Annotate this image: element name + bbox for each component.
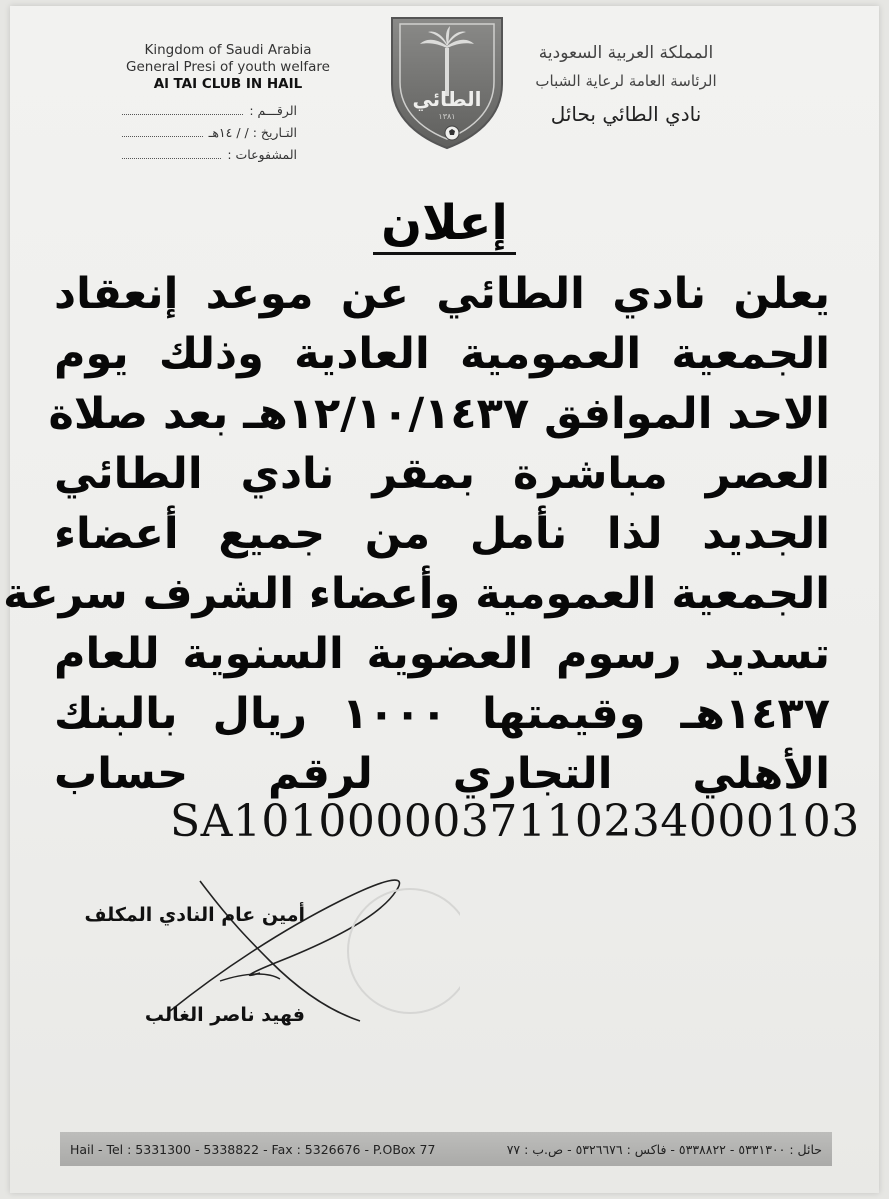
attachments-dots xyxy=(122,144,221,159)
letterhead-club-ar: نادي الطائي بحائل xyxy=(550,102,702,126)
letterhead-club-en: Al TAI CLUB IN HAIL xyxy=(153,76,303,92)
reference-fields xyxy=(122,100,297,166)
announcement-body xyxy=(3,264,830,804)
signatory-name: فهيد ناصر الغالب xyxy=(144,1004,305,1026)
reference-date-dots xyxy=(122,122,203,137)
announcement-line: الجمعية العمومية العادية وذلك يوم xyxy=(54,329,830,379)
letterhead-presidency-ar: الرئاسة العامة لرعاية الشباب xyxy=(535,72,717,90)
document-page xyxy=(3,6,879,1193)
announcement-line: الجديد لذا نأمل من جميع أعضاء xyxy=(54,509,830,559)
announcement-line: العصر مباشرة بمقر نادي الطائي xyxy=(54,449,830,499)
signatory-title: أمين عام النادي المكلف xyxy=(84,904,305,926)
attachments-row xyxy=(122,144,297,166)
announcement-title-wrap xyxy=(10,194,879,255)
attachments-label: المشفوعات : xyxy=(227,147,297,162)
crest-text: الطائي xyxy=(412,87,482,111)
letterhead-country-en: Kingdom of Saudi Arabia xyxy=(144,42,312,58)
letterhead-english xyxy=(118,42,338,93)
letterhead-arabic xyxy=(481,40,771,132)
letterhead-country-ar: المملكة العربية السعودية xyxy=(538,43,714,63)
contact-footer xyxy=(60,1132,832,1166)
announcement-line: يعلن نادي الطائي عن موعد إنعقاد xyxy=(54,269,830,319)
bank-account-iban: SA1010000037110234000103 xyxy=(170,796,860,847)
reference-number-label: الرقـــم : xyxy=(249,103,297,118)
footer-contact-en: Hail - Tel : 5331300 - 5338822 - Fax : 5326676 - P.OBox 77 xyxy=(70,1141,436,1157)
reference-number-row xyxy=(122,100,297,122)
footer-contact-ar: حائل : ٥٣٣١٣٠٠ - ٥٣٣٨٨٢٢ - فاكس : ٥٣٢٦٦٧٦ - ص.ب : ٧٧ xyxy=(506,1141,822,1157)
announcement-line: الأهلي التجاري لرقم حساب xyxy=(54,749,830,799)
crest-year: ١٣٨١ xyxy=(438,112,456,121)
announcement-line: الاحد الموافق ١٢/١٠/١٤٣٧هـ بعد صلاة xyxy=(48,389,830,439)
announcement-title: إعلان xyxy=(373,194,516,255)
announcement-line: تسديد رسوم العضوية السنوية للعام xyxy=(54,629,830,679)
reference-date-row xyxy=(122,122,297,144)
announcement-line: الجمعية العمومية وأعضاء الشرف سرعة xyxy=(3,569,830,619)
reference-number-dots xyxy=(122,100,243,115)
reference-date-label: التـاريخ : / / ١٤هـ xyxy=(208,125,297,140)
announcement-line: ١٤٣٧هـ وقيمتها ١٠٠٠ ريال بالبنك xyxy=(54,689,830,739)
letterhead-presidency-en: General Presi of youth welfare xyxy=(126,59,330,75)
